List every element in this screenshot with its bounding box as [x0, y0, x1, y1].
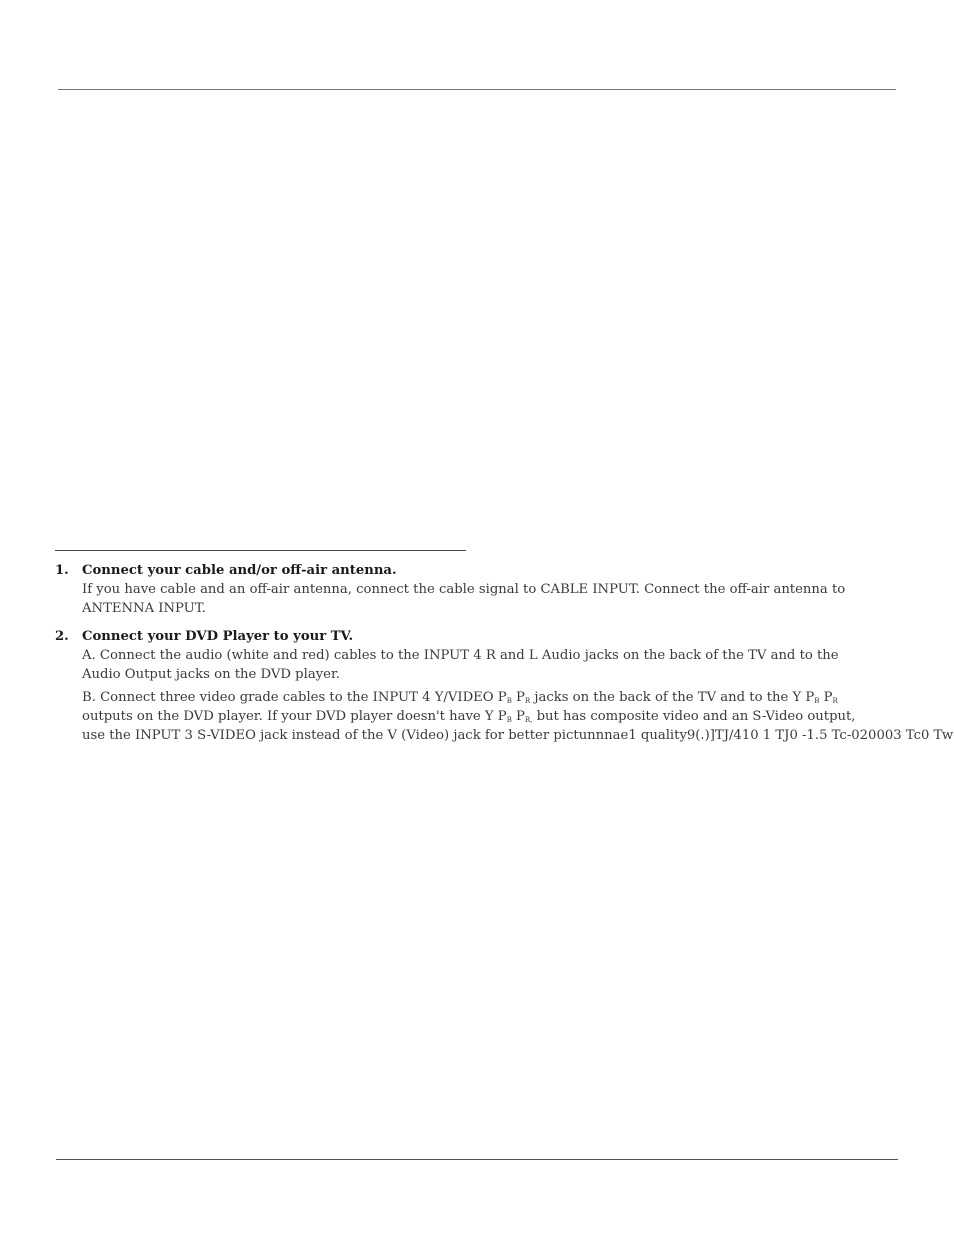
text-line: [82, 707, 954, 726]
step-1: [55, 561, 954, 618]
top-rule: [58, 89, 896, 90]
text-line: A. Connect the audio (white and red) cables to the INPUT 4 R and L Audio jacks on the back of the TV and to the: [82, 648, 839, 663]
subscript: R: [832, 697, 838, 705]
instruction-steps: [55, 561, 954, 745]
text-line: Audio Output jacks on the DVD player.: [82, 667, 340, 682]
text-segment: but has composite video and an S-Video output,: [532, 709, 856, 724]
text-segment: jacks on the back of the TV and to the Y P: [530, 690, 815, 705]
section-rule: [55, 550, 466, 551]
paragraph-a: [82, 646, 954, 684]
step-title: Connect your cable and/or off-air antenna.: [82, 563, 397, 578]
text-segment: outputs on the DVD player. If your DVD player doesn't have Y P: [82, 709, 507, 724]
text-line: [82, 688, 954, 707]
text-segment: P: [511, 709, 525, 724]
text-line: If you have cable and an off-air antenna, connect the cable signal to CABLE INPUT. Connect the off-air antenna to: [82, 582, 846, 597]
subscript: R,: [524, 716, 533, 724]
subscript: B: [506, 716, 512, 724]
text-line: use the INPUT 3 S-VIDEO jack instead of the V (Video) jack for better pictunnnae1 quality9(.)]TJ/410 1 TJ0 -1.5 Tc-020003 Tc0 Tw: [82, 728, 954, 743]
step-number: 2.: [55, 629, 69, 644]
subscript: B: [814, 697, 820, 705]
bottom-rule: [56, 1159, 898, 1160]
text-line: ANTENNA INPUT.: [82, 601, 206, 616]
step-description: [82, 580, 954, 618]
text-segment: P: [511, 690, 525, 705]
text-segment: B. Connect three video grade cables to the INPUT 4 Y/VIDEO P: [82, 690, 507, 705]
subscript: R: [524, 697, 531, 705]
step-title: Connect your DVD Player to your TV.: [82, 629, 354, 644]
step-2: [55, 627, 954, 745]
paragraph-b: [82, 688, 954, 745]
text-segment: P: [819, 690, 833, 705]
subscript: B: [506, 697, 512, 705]
step-number: 1.: [55, 563, 69, 578]
